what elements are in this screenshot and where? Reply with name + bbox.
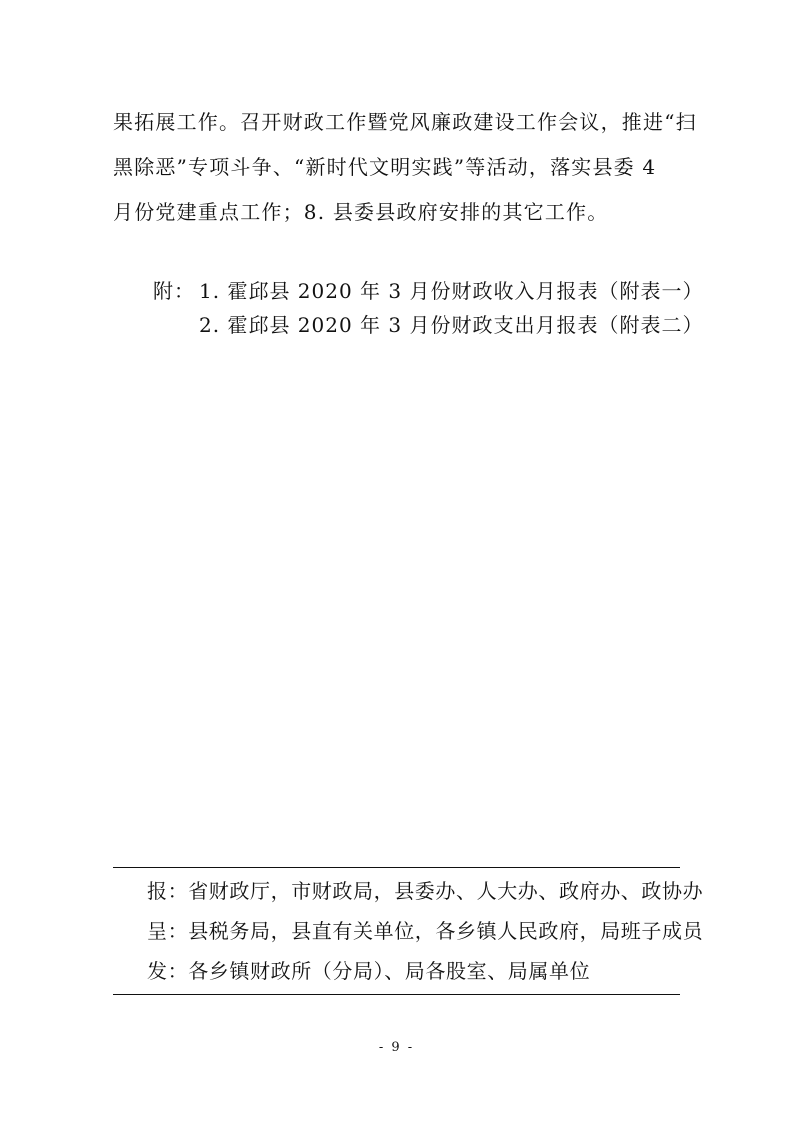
body-line-1: 果拓展工作。召开财政工作暨党风廉政建设工作会议，推进“扫	[113, 110, 697, 134]
attachment-item-1	[153, 274, 704, 308]
attachments-label: 附：	[153, 279, 195, 303]
distribution-top-rule	[113, 867, 680, 868]
distribution-bottom-rule	[113, 994, 680, 995]
body-line-3: 月份党建重点工作；8. 县委县政府安排的其它工作。	[113, 200, 609, 224]
attachment-text-2: 2. 霍邱县 2020 年 3 月份财政支出月报表（附表二）	[199, 313, 704, 337]
body-paragraph	[113, 100, 697, 235]
attachment-text-1: 1. 霍邱县 2020 年 3 月份财政收入月报表（附表一）	[199, 279, 704, 303]
body-line-2: 黑除恶”专项斗争、“新时代文明实践”等活动，落实县委 4	[113, 155, 657, 179]
page-number: - 9 -	[378, 1040, 415, 1055]
distribution-send-to: 发：各乡镇财政所（分局）、局各股室、局属单位	[147, 959, 591, 983]
distribution-report-to: 报：省财政厅，市财政局，县委办、人大办、政府办、政协办	[147, 879, 704, 903]
attachment-item-2	[153, 308, 704, 342]
distribution-present-to: 呈：县税务局，县直有关单位，各乡镇人民政府，局班子成员	[147, 919, 704, 943]
attachments-list	[153, 274, 704, 342]
distribution-block	[113, 871, 704, 991]
